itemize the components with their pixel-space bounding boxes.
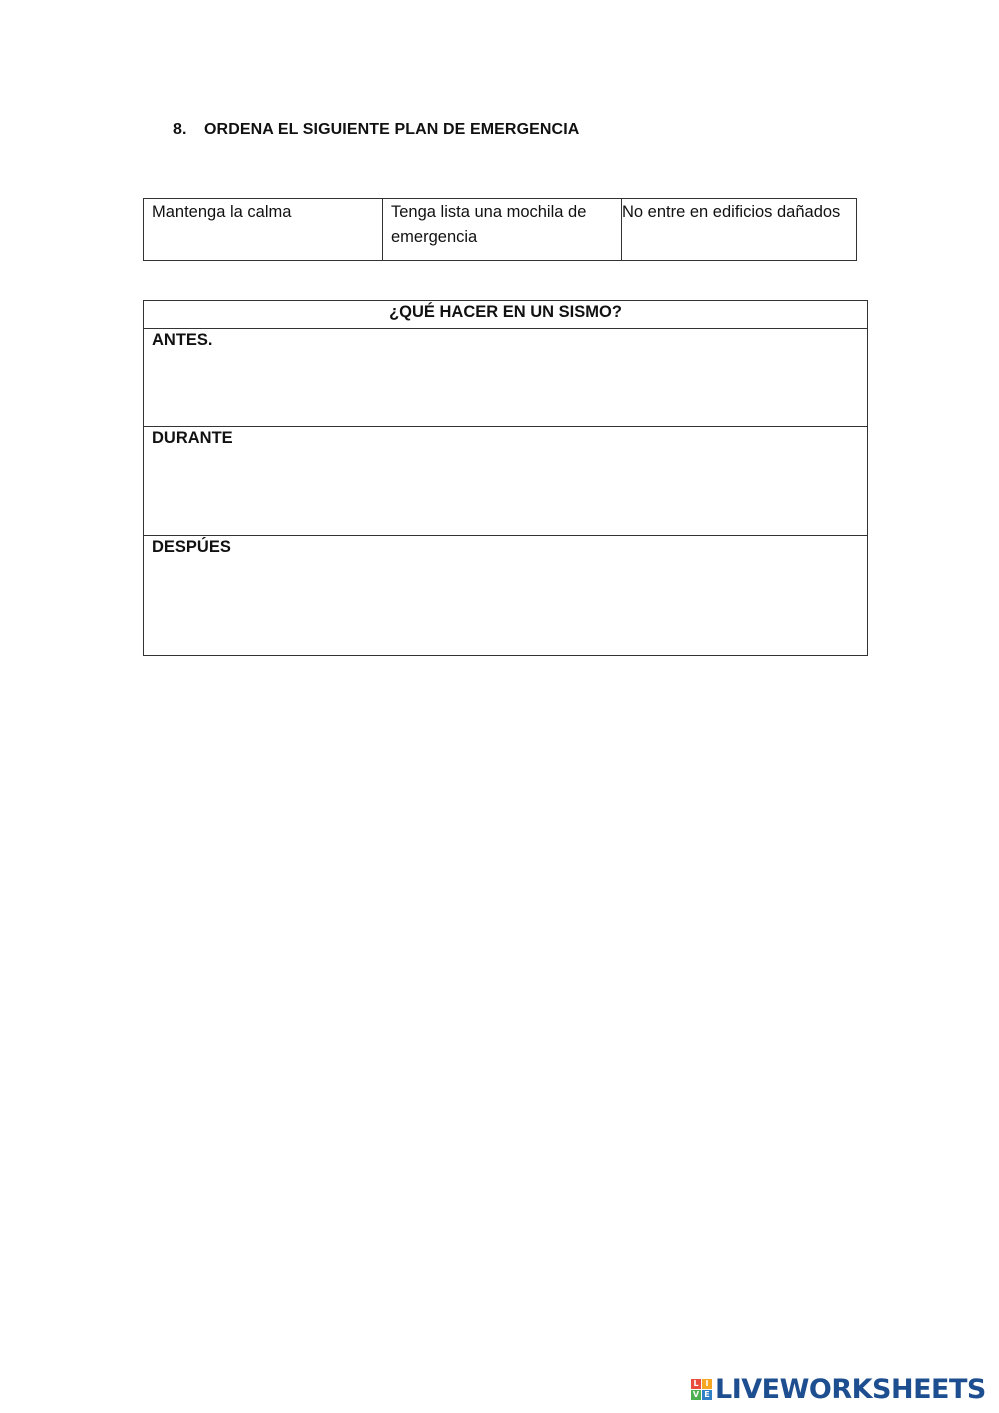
table-row xyxy=(144,536,868,656)
earthquake-table xyxy=(143,300,868,656)
question-heading xyxy=(173,121,579,139)
table-row xyxy=(144,427,868,536)
table-row xyxy=(144,329,868,427)
option-cell: Mantenga la calma xyxy=(144,199,383,261)
during-cell: DURANTE xyxy=(144,427,868,536)
earthquake-table-title: ¿QUÉ HACER EN UN SISMO? xyxy=(144,301,868,329)
logo-block: L xyxy=(691,1379,701,1389)
option-cell: Tenga lista una mochila de emergencia xyxy=(383,199,622,261)
logo-block: E xyxy=(702,1390,712,1400)
logo-blocks-icon xyxy=(691,1379,712,1400)
options-table xyxy=(143,198,857,261)
question-title: ORDENA EL SIGUIENTE PLAN DE EMERGENCIA xyxy=(204,121,580,138)
options-row xyxy=(144,199,857,261)
question-number: 8. xyxy=(173,121,187,138)
before-cell: ANTES. xyxy=(144,329,868,427)
table-row xyxy=(144,301,868,329)
logo-block: I xyxy=(702,1379,712,1389)
option-cell: No entre en edificios dañados xyxy=(622,199,857,261)
logo-text: LIVEWORKSHEETS xyxy=(715,1373,986,1405)
logo-block: V xyxy=(692,1389,700,1399)
liveworksheets-logo xyxy=(691,1373,986,1405)
after-cell: DESPÚES xyxy=(144,536,868,656)
